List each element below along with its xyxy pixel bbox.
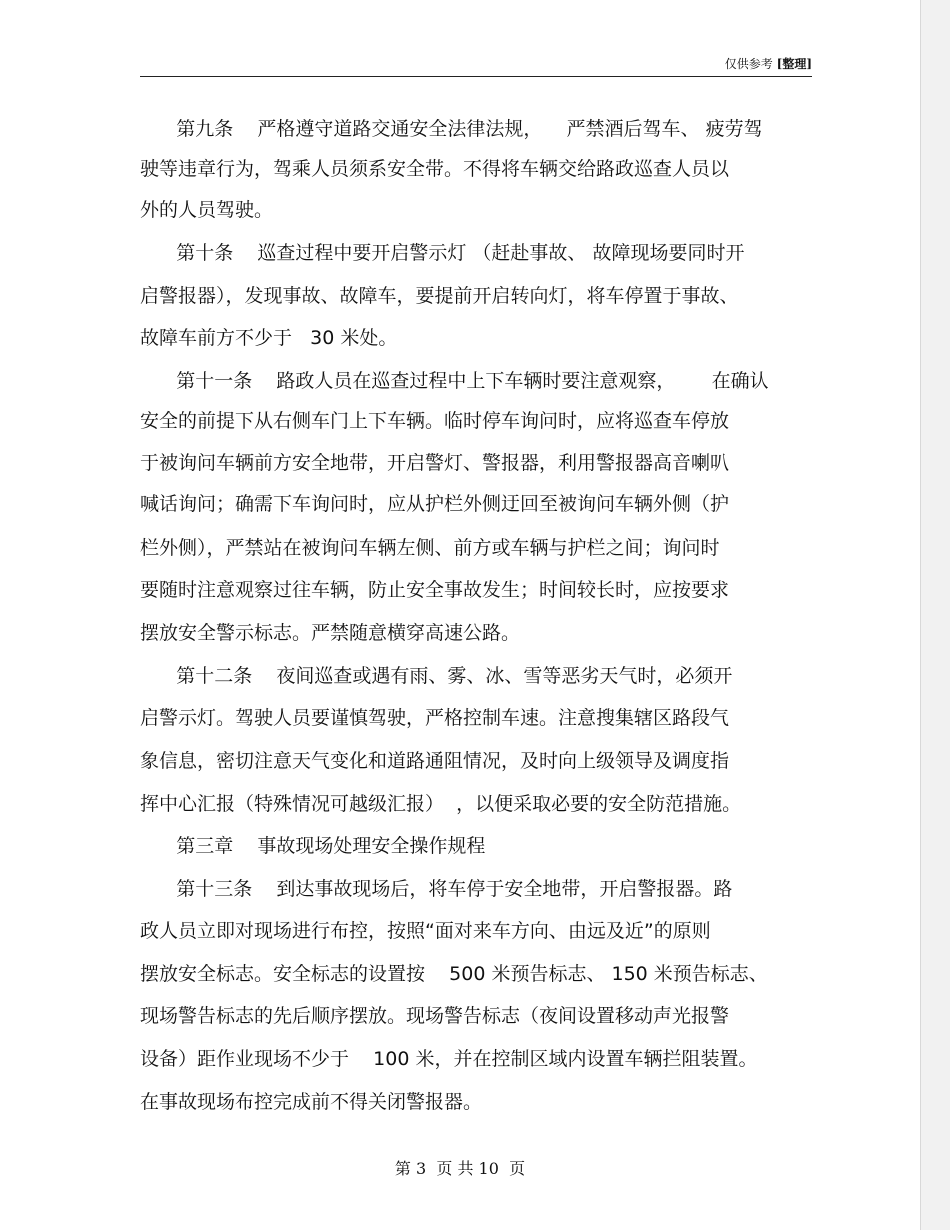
text-line: 挥中心汇报（特殊情况可越级汇报） ，以便采取必要的安全防范措施。 <box>140 793 742 815</box>
text-line: 故障车前方不少于 30 米处。 <box>140 327 398 349</box>
text-line: 象信息，密切注意天气变化和道路通阻情况，及时向上级领导及调度指 <box>140 750 730 772</box>
text-line: 现场警告标志的先后顺序摆放。现场警告标志（夜间设置移动声光报警 <box>140 1005 730 1027</box>
header-text: 仅供参考 <box>724 57 773 71</box>
text-line: 栏外侧），严禁站在被询问车辆左侧、前方或车辆与护栏之间；询问时 <box>140 537 720 559</box>
text-line: 第十三条 到达事故现场后，将车停于安全地带，开启警报器。路 <box>140 878 733 900</box>
text-line: 启警报器），发现事故、故障车，要提前开启转向灯，将车停置于事故、 <box>140 285 739 307</box>
text-line: 第十条 巡查过程中要开启警示灯 （赶赴事故、 故障现场要同时开 <box>140 242 745 264</box>
text-line: 于被询问车辆前方安全地带，开启警灯、警报器，利用警报器高音喇叭 <box>140 452 730 474</box>
text-line: 摆放安全警示标志。严禁随意横穿高速公路。 <box>140 622 521 644</box>
header-bracket: [整理] <box>776 57 812 71</box>
text-line: 外的人员驾驶。 <box>140 199 274 221</box>
text-line: 启警示灯。驾驶人员要谨慎驾驶，严格控制车速。注意搜集辖区路段气 <box>140 707 730 729</box>
text-line: 第九条 严格遵守道路交通安全法律法规， 严禁酒后驾车、 疲劳驾 <box>140 118 763 140</box>
text-line: 驶等违章行为，驾乘人员须系安全带。不得将车辆交给路政巡查人员以 <box>140 158 730 180</box>
text-line: 第十一条 路政人员在巡查过程中上下车辆时要注意观察， 在确认 <box>140 370 769 392</box>
text-line: 第十二条 夜间巡查或遇有雨、雾、冰、雪等恶劣天气时，必须开 <box>140 665 733 687</box>
text-line: 喊话询问；确需下车询问时，应从护栏外侧迂回至被询问车辆外侧（护 <box>140 493 730 515</box>
text-line: 在事故现场布控完成前不得关闭警报器。 <box>140 1091 483 1113</box>
page-header <box>140 56 812 77</box>
text-line: 政人员立即对现场进行布控，按照“面对来车方向、由远及近”的原则 <box>140 920 711 942</box>
text-line: 设备）距作业现场不少于 100 米，并在控制区域内设置车辆拦阻装置。 <box>140 1048 758 1070</box>
text-line: 安全的前提下从右侧车门上下车辆。临时停车询问时，应将巡查车停放 <box>140 410 730 432</box>
page-footer: 第 3 页 共 10 页 <box>394 1159 526 1178</box>
text-line: 要随时注意观察过往车辆，防止安全事故发生；时间较长时，应按要求 <box>140 579 730 601</box>
text-line: 第三章 事故现场处理安全操作规程 <box>140 835 486 857</box>
text-line: 摆放安全标志。安全标志的设置按 500 米预告标志、 150 米预告标志、 <box>140 963 768 985</box>
